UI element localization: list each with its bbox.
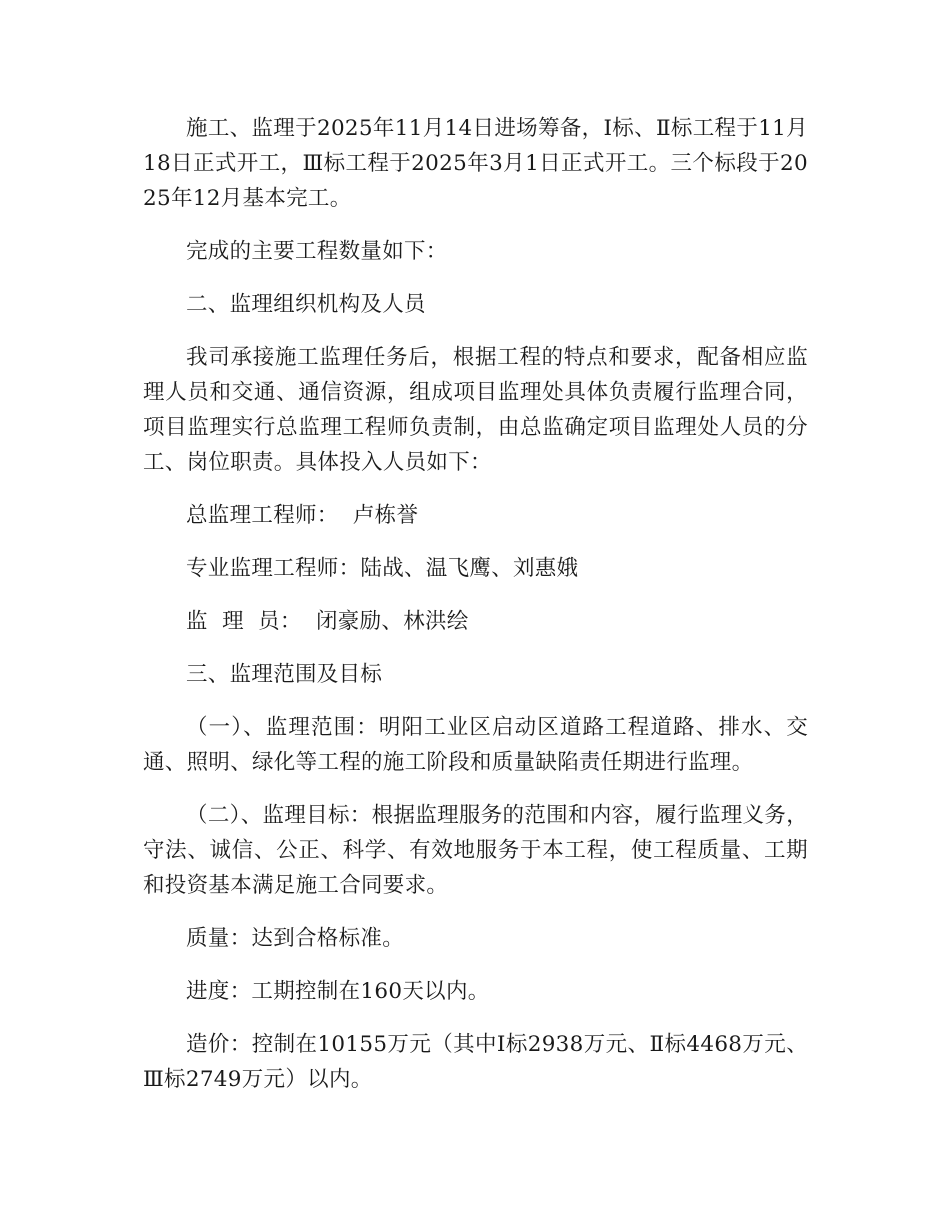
document-body (143, 111, 808, 1115)
staff-chief-engineer: 总监理工程师： 卢栋誉 (186, 503, 419, 528)
paragraph-quantities-intro: 完成的主要工程数量如下： (186, 239, 448, 264)
staff-supervisors: 监 理 员： 闭豪励、林洪绘 (186, 609, 469, 634)
objective-cost: 造价：控制在10155万元（其中Ⅰ标2938万元、Ⅱ标4468万元、Ⅲ标2749万元）以内。 (143, 1032, 808, 1092)
objective-quality: 质量：达到合格标准。 (186, 926, 405, 951)
objective-schedule: 进度：工期控制在160天以内。 (186, 979, 490, 1004)
paragraph-objectives: （二）、监理目标：根据监理服务的范围和内容，履行监理义务，守法、诚信、公正、科学、有效地服务于本工程，使工程质量、工期和投资基本满足施工合同要求。 (143, 803, 808, 898)
staff-specialist-engineers: 专业监理工程师：陆战、温飞鹰、刘惠娥 (186, 556, 579, 581)
paragraph-organization: 我司承接施工监理任务后，根据工程的特点和要求，配备相应监理人员和交通、通信资源，组成项目监理处具体负责履行监理合同，项目监理实行总监理工程师负责制，由总监确定项目监理处人员的分工、岗位职责。具体投入人员如下： (143, 345, 808, 475)
section-heading-organization: 二、监理组织机构及人员 (186, 292, 426, 317)
section-heading-scope: 三、监理范围及目标 (186, 662, 383, 687)
paragraph-scope: （一）、监理范围：明阳工业区启动区道路工程道路、排水、交通、照明、绿化等工程的施工阶段和质量缺陷责任期进行监理。 (143, 715, 808, 775)
paragraph-schedule: 施工、监理于2025年11月14日进场筹备，Ⅰ标、Ⅱ标工程于11月18日正式开工，Ⅲ标工程于2025年3月1日正式开工。三个标段于2025年12月基本完工。 (143, 116, 808, 211)
